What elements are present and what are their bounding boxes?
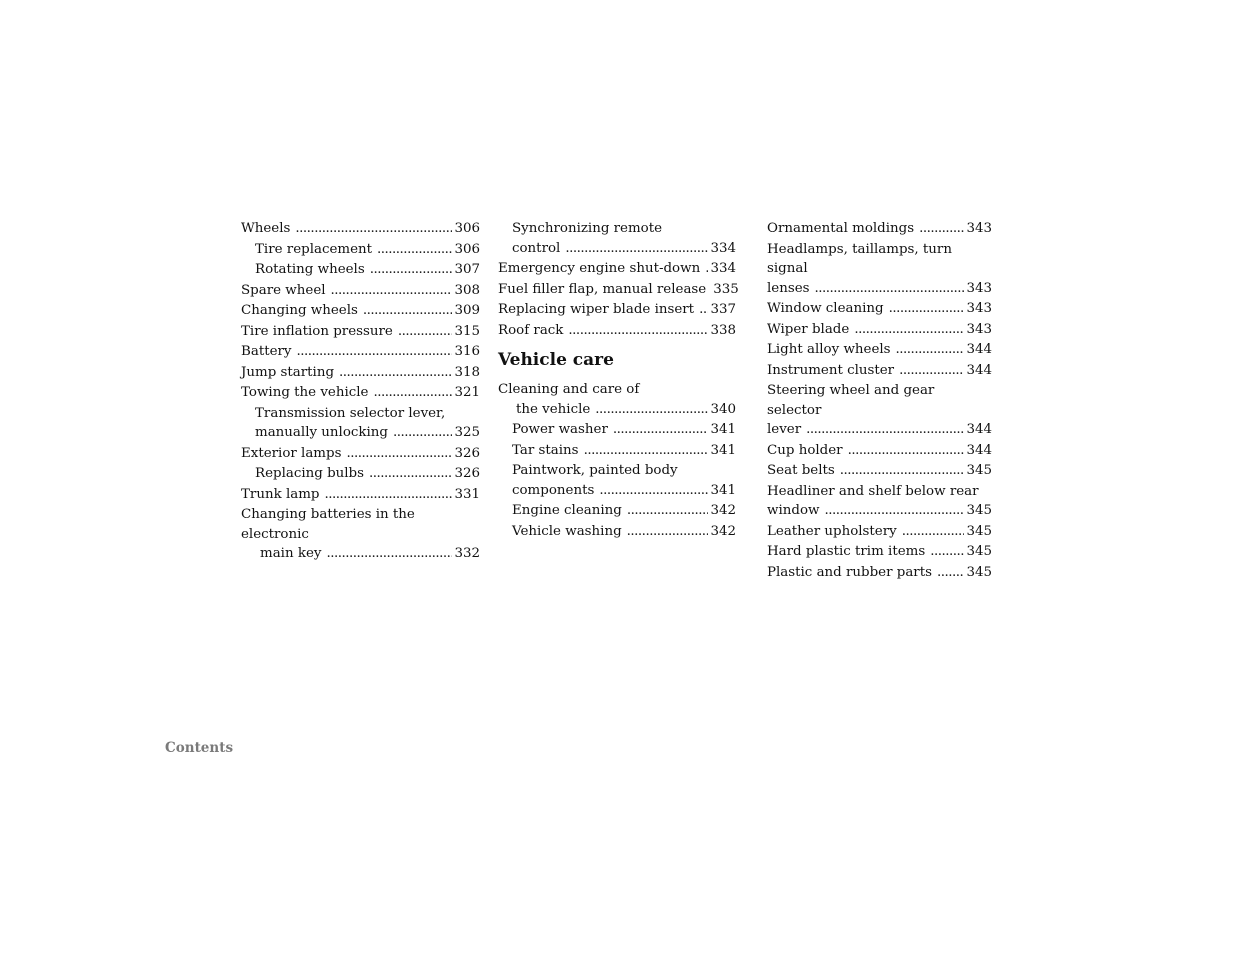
leader-dots [369, 464, 452, 484]
toc-page-number: 345 [966, 564, 992, 580]
toc-page-number: 338 [710, 322, 736, 338]
leader-dots [840, 461, 965, 481]
toc-column-1 [241, 218, 480, 564]
leader-dots [326, 544, 452, 564]
toc-page-number: 332 [454, 546, 480, 561]
toc-entry-label: Roof rack [498, 322, 564, 338]
toc-entry-label: Leather upholstery [767, 523, 897, 539]
toc-entry-label: Towing the vehicle [241, 385, 369, 400]
toc-entry-label: control [512, 240, 561, 256]
toc-entry-fuel-filler-flap[interactable] [498, 279, 739, 300]
leader-dots [699, 300, 708, 320]
toc-page-number: 315 [454, 323, 480, 339]
toc-page-number: 337 [710, 302, 736, 317]
leader-dots [902, 522, 965, 542]
toc-entry-label-line1: Synchronizing remote [512, 221, 663, 236]
toc-entry-steering-wheel-gear-selector[interactable] [767, 380, 992, 440]
toc-entry-label-line1: Steering wheel and gear selector [767, 383, 935, 418]
toc-entry-label: Changing wheels [241, 303, 358, 318]
toc-entry-label: Fuel filler flap, manual release [498, 281, 707, 297]
toc-entry-label: Wiper blade [767, 321, 850, 337]
section-footer-label: Contents [165, 740, 234, 756]
toc-entry-battery[interactable] [241, 341, 480, 362]
leader-dots [705, 259, 708, 279]
toc-entry-headliner-shelf-window[interactable] [767, 481, 992, 521]
leader-dots [595, 400, 708, 420]
leader-dots [398, 322, 453, 342]
toc-page-number: 341 [710, 422, 736, 437]
leader-dots [919, 219, 964, 239]
toc-entry-label: Engine cleaning [512, 503, 622, 518]
toc-entry-label-line1: Changing batteries in the electronic [241, 507, 415, 542]
toc-page-number: 334 [710, 240, 736, 256]
toc-entry-label-line1: Cleaning and care of [498, 382, 640, 397]
toc-page-number: 308 [454, 282, 480, 298]
toc-page-number: 306 [454, 241, 480, 257]
leader-dots [295, 219, 452, 239]
leader-dots [899, 361, 964, 381]
toc-entry-wiper-blade[interactable] [767, 319, 992, 340]
leader-dots [325, 485, 453, 505]
toc-entry-power-washer[interactable] [498, 419, 736, 440]
toc-page-number: 325 [454, 425, 480, 440]
toc-entry-label: Power washer [512, 422, 608, 437]
toc-page-number: 345 [966, 544, 992, 559]
toc-entry-label: window [767, 503, 820, 518]
toc-page-number: 306 [454, 221, 480, 236]
toc-entry-seat-belts[interactable] [767, 460, 992, 481]
toc-entry-label: Replacing bulbs [255, 466, 365, 481]
toc-entry-label: Window cleaning [767, 301, 884, 316]
leader-dots [296, 342, 452, 362]
toc-entry-label: the vehicle [516, 401, 591, 417]
toc-entry-synchronizing-remote-control[interactable] [498, 218, 736, 258]
leader-dots [824, 501, 964, 521]
toc-page-number: 342 [710, 523, 736, 539]
toc-page-number: 326 [454, 445, 480, 461]
toc-entry-label: manually unlocking [255, 425, 388, 440]
toc-entry-label: Trunk lamp [241, 486, 320, 502]
leader-dots [373, 383, 452, 403]
toc-page-number: 343 [966, 221, 992, 236]
leader-dots [815, 279, 965, 299]
toc-page-number: 343 [966, 280, 992, 296]
toc-page-number: 335 [713, 281, 739, 297]
toc-entry-label-line1: Transmission selector lever, [255, 405, 446, 421]
toc-entry-engine-cleaning[interactable] [498, 500, 736, 521]
toc-entry-label: Rotating wheels [255, 262, 365, 277]
toc-page-number: 316 [454, 344, 480, 359]
toc-entry-replacing-wiper-blade-insert[interactable] [498, 299, 736, 320]
toc-page-number: 318 [454, 364, 480, 380]
leader-dots [806, 420, 964, 440]
toc-page-number: 326 [454, 466, 480, 481]
toc-entry-label: Hard plastic trim items [767, 544, 926, 559]
toc-entry-label: Vehicle washing [512, 523, 622, 539]
toc-entry-label: lenses [767, 280, 810, 296]
toc-entry-label: Spare wheel [241, 282, 326, 298]
leader-dots [377, 240, 452, 260]
toc-page-number: 344 [966, 362, 992, 378]
toc-entry-label: Battery [241, 344, 292, 359]
toc-page-number: 342 [710, 503, 736, 518]
toc-entry-emergency-engine-shut-down[interactable] [498, 258, 736, 279]
leader-dots [599, 481, 708, 501]
toc-entry-leather-upholstery[interactable] [767, 521, 992, 542]
leader-dots [627, 522, 709, 542]
toc-entry-label-line1: Paintwork, painted body [512, 463, 678, 478]
toc-entry-paintwork-painted-body[interactable] [498, 460, 736, 500]
leader-dots [370, 260, 453, 280]
toc-page-number: 344 [966, 342, 992, 357]
toc-entry-wheels[interactable] [241, 218, 480, 239]
toc-entry-replacing-bulbs[interactable] [241, 463, 480, 484]
toc-entry-label: Wheels [241, 221, 291, 236]
toc-entry-label: Tar stains [512, 442, 579, 458]
toc-entry-label-line1: Headliner and shelf below rear [767, 483, 979, 499]
toc-page-number: 307 [454, 262, 480, 277]
toc-entry-exterior-lamps[interactable] [241, 443, 480, 464]
toc-entry-headlamps-lenses[interactable] [767, 239, 992, 299]
leader-dots [848, 441, 965, 461]
toc-entry-label: Ornamental moldings [767, 221, 915, 236]
toc-entry-changing-wheels[interactable] [241, 300, 480, 321]
toc-page-number: 321 [454, 385, 480, 400]
toc-entry-label: Exterior lamps [241, 445, 342, 461]
toc-entry-label: Emergency engine shut-down [498, 261, 701, 276]
toc-entry-label: lever [767, 422, 802, 437]
leader-dots [937, 563, 964, 583]
section-heading-vehicle-care: Vehicle care [498, 350, 614, 370]
toc-entry-tar-stains[interactable] [498, 440, 736, 461]
leader-dots [568, 321, 708, 341]
leader-dots [584, 441, 709, 461]
leader-dots [331, 281, 453, 301]
leader-dots [339, 363, 452, 383]
toc-entry-label-line1: Headlamps, taillamps, turn signal [767, 241, 952, 276]
toc-entry-vehicle-washing[interactable] [498, 521, 736, 542]
leader-dots [613, 420, 709, 440]
toc-entry-label: Tire replacement [255, 241, 373, 257]
toc-entry-label: Light alloy wheels [767, 342, 891, 357]
leader-dots [393, 423, 452, 443]
toc-entry-label: Seat belts [767, 463, 835, 478]
toc-entry-label: Tire inflation pressure [241, 323, 393, 339]
toc-entry-label: Cup holder [767, 442, 843, 458]
toc-entry-spare-wheel[interactable] [241, 280, 480, 301]
toc-entry-hard-plastic-trim-items[interactable] [767, 541, 992, 562]
leader-dots [363, 301, 453, 321]
toc-entry-light-alloy-wheels[interactable] [767, 339, 992, 360]
leader-dots [930, 542, 964, 562]
toc-entry-label: Plastic and rubber parts [767, 564, 932, 580]
toc-entry-changing-batteries-main-key[interactable] [241, 504, 480, 564]
toc-page-number: 344 [966, 422, 992, 437]
toc-page-number: 341 [710, 482, 736, 498]
leader-dots [896, 340, 965, 360]
toc-page-number: 341 [710, 442, 736, 458]
toc-page-number: 340 [710, 401, 736, 417]
toc-entry-cleaning-and-care[interactable] [498, 379, 736, 419]
leader-dots [346, 444, 452, 464]
toc-entry-transmission-selector-lever[interactable] [241, 403, 480, 443]
toc-column-2 [498, 218, 739, 541]
toc-entry-jump-starting[interactable] [241, 362, 480, 383]
toc-entry-tire-inflation-pressure[interactable] [241, 321, 480, 342]
toc-entry-label: components [512, 482, 595, 498]
toc-entry-rotating-wheels[interactable] [241, 259, 480, 280]
toc-entry-towing-the-vehicle[interactable] [241, 382, 480, 403]
toc-entry-label: Instrument cluster [767, 362, 895, 378]
toc-entry-instrument-cluster[interactable] [767, 360, 992, 381]
toc-entry-ornamental-moldings[interactable] [767, 218, 992, 239]
leader-dots [889, 299, 965, 319]
leader-dots [565, 239, 708, 259]
toc-page-number: 345 [966, 523, 992, 539]
toc-page-number: 345 [966, 503, 992, 518]
toc-page-number: 331 [454, 486, 480, 502]
toc-column-3 [767, 218, 992, 582]
toc-page-number: 334 [710, 261, 736, 276]
toc-entry-plastic-and-rubber-parts[interactable] [767, 562, 992, 583]
toc-entry-label: main key [260, 546, 322, 561]
leader-dots [627, 501, 709, 521]
toc-entry-window-cleaning[interactable] [767, 298, 992, 319]
toc-page-number: 345 [966, 463, 992, 478]
toc-entry-tire-replacement[interactable] [241, 239, 480, 260]
toc-page-number: 343 [966, 301, 992, 316]
toc-entry-roof-rack[interactable] [498, 320, 736, 341]
toc-entry-label: Replacing wiper blade insert [498, 302, 695, 317]
leader-dots [854, 320, 964, 340]
toc-page-number: 344 [966, 442, 992, 458]
toc-entry-trunk-lamp[interactable] [241, 484, 480, 505]
toc-page-number: 309 [454, 303, 480, 318]
toc-page-number: 343 [966, 321, 992, 337]
toc-entry-cup-holder[interactable] [767, 440, 992, 461]
toc-entry-label: Jump starting [241, 364, 335, 380]
